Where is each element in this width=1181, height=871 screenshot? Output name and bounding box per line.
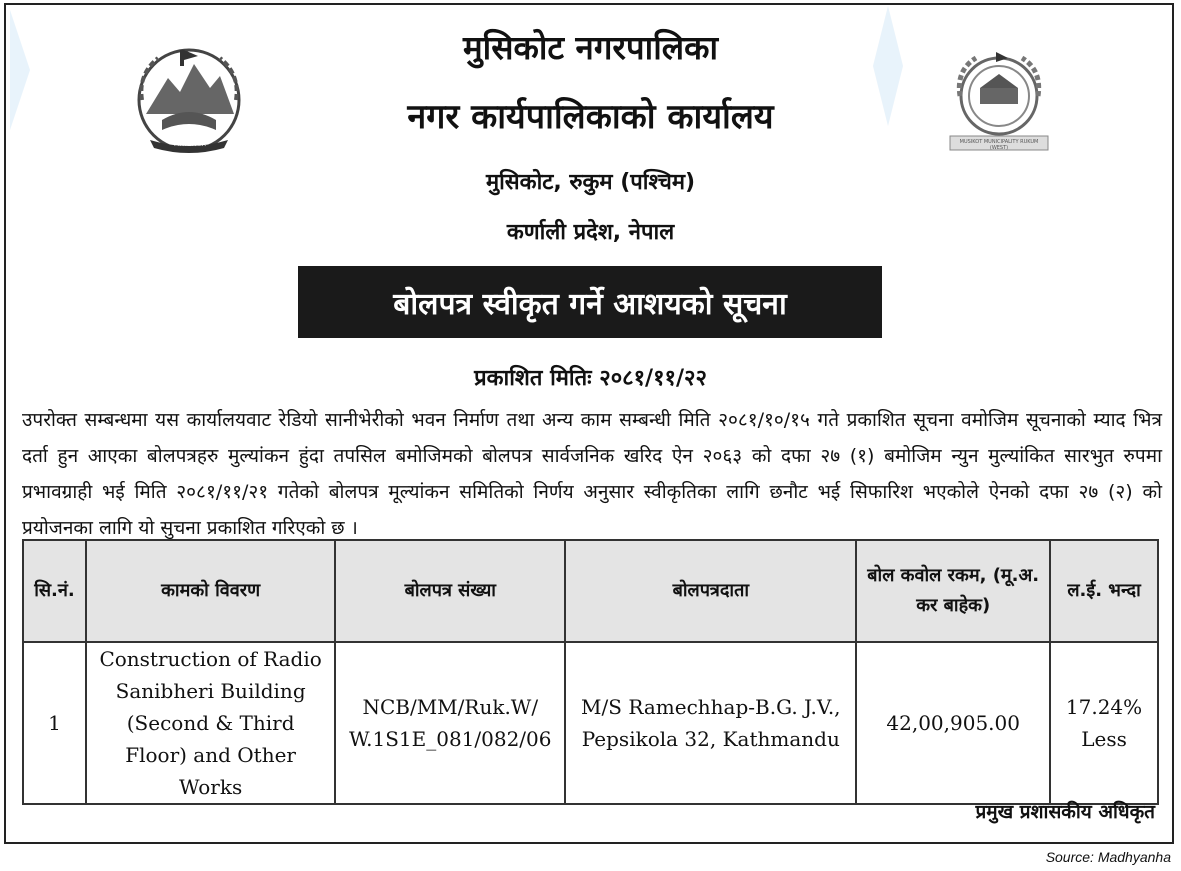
cell-serial: 1 bbox=[23, 642, 86, 804]
header-description: कामको विवरण bbox=[86, 540, 335, 642]
published-label: प्रकाशित मितिः bbox=[474, 366, 592, 391]
header-bidder: बोलपत्रदाता bbox=[565, 540, 856, 642]
table-row bbox=[23, 642, 1158, 804]
header-vs-estimate: ल.ई. भन्दा bbox=[1050, 540, 1158, 642]
signoff-title: प्रमुख प्रशासकीय अधिकृत bbox=[975, 801, 1155, 823]
right-emblem-lettering: MUSIKOT MUNICIPALITY RUKUM (WEST) bbox=[959, 139, 1039, 151]
header-serial: सि.नं. bbox=[23, 540, 86, 642]
municipality-name: मुसिकोट नगरपालिका bbox=[462, 28, 719, 67]
cell-bid-amount: 42,00,905.00 bbox=[856, 642, 1050, 804]
notice-title: बोलपत्र स्वीकृत गर्ने आशयको सूचना bbox=[393, 286, 787, 322]
address-line-1: मुसिकोट, रुकुम (पश्चिम) bbox=[485, 170, 696, 195]
notice-title-banner bbox=[298, 266, 882, 338]
header-bid-amount: बोल कवोल रकम, (मू.अ. कर बाहेक) bbox=[856, 540, 1050, 642]
left-emblem-lettering: नेपाल सरकार bbox=[171, 140, 207, 148]
notice-body: उपरोक्त सम्बन्धमा यस कार्यालयवाट रेडियो सानीभेरीको भवन निर्माण तथा अन्य काम सम्बन्धी मिति २०८१/१०/१५ गते प्रकाशित सूचना वमोजिम सूचनाको म्याद भित्र दर्ता हुन आएका बोलपत्रहरु मुल्यांकन हुंदा तपसिल बमोजिमको बोलपत्र सार्वजनिक खरिद ऐन २०६३ को दफा २७ (१) बमोजिम न्युन मुल्यांकित सारभुत रुपमा प्रभावग्राही भई मिति २०८१/११/२१ गतेको बोलपत्र मूल्यांकन समितिको निर्णय अनुसार स्वीकृतिका लागि छनौट भई सिफारिश भएकोले ऐनको दफा २७ (२) को प्रयोजनका लागि यो सुचना प्रकाशित गरिएको छ । bbox=[22, 409, 1162, 539]
published-date bbox=[0, 362, 1181, 392]
table-header-row bbox=[23, 540, 1158, 642]
cell-bid-number: NCB/MM/Ruk.W/ W.1S1E_081/082/06 bbox=[335, 642, 565, 804]
address-line-2: कर्णाली प्रदेश, नेपाल bbox=[506, 220, 675, 245]
tender-table bbox=[22, 539, 1159, 805]
header-bid-number: बोलपत्र संख्या bbox=[335, 540, 565, 642]
published-date-value: २०८१/११/२२ bbox=[599, 366, 707, 391]
office-name: नगर कार्यपालिकाको कार्यालय bbox=[407, 97, 774, 137]
cell-bidder: M/S Ramechhap-B.G. J.V., Pepsikola 32, Kathmandu bbox=[565, 642, 856, 804]
source-credit: Source: Madhyanha bbox=[1045, 849, 1171, 865]
cell-vs-estimate: 17.24% Less bbox=[1050, 642, 1158, 804]
cell-description: Construction of Radio Sanibheri Building (Second & Third Floor) and Other Works bbox=[86, 642, 335, 804]
